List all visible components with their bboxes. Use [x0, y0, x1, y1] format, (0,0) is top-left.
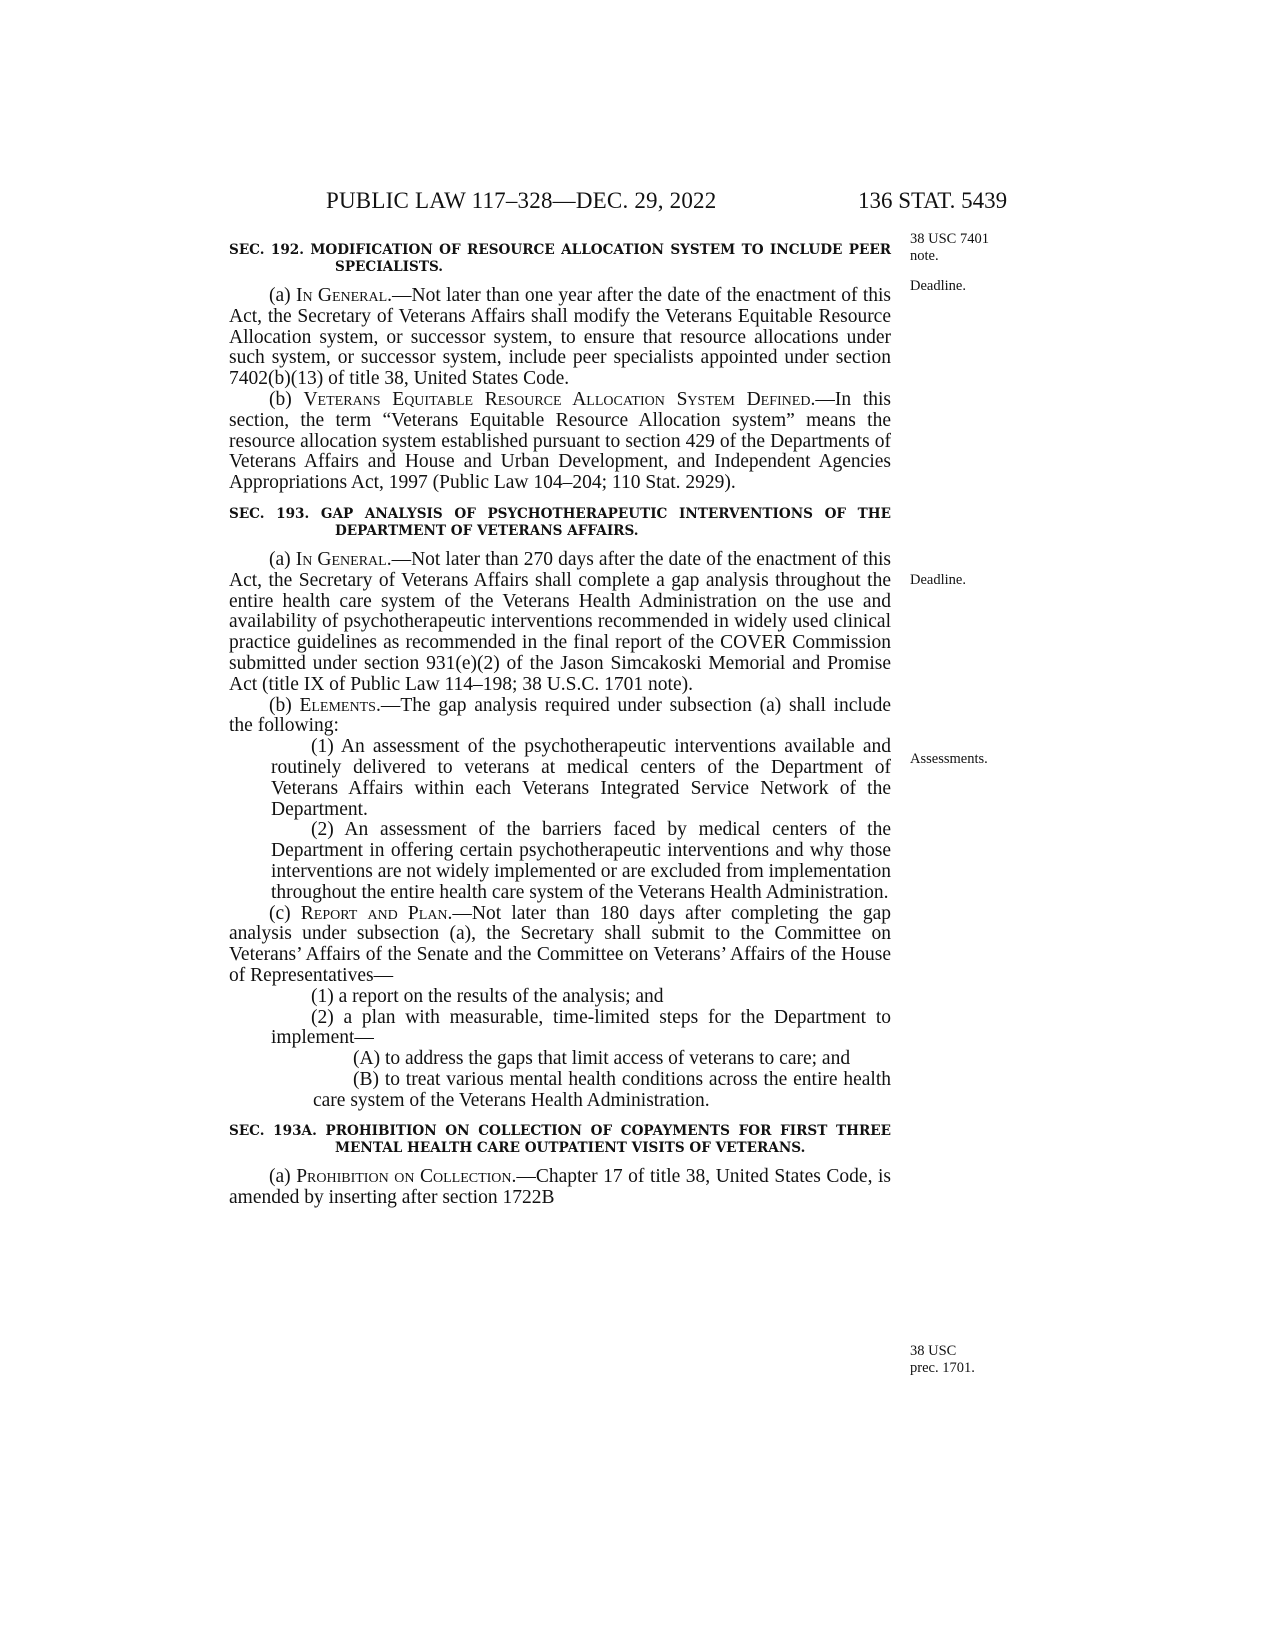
sec193-c-subparagraph-A: (A) to address the gaps that limit access of veterans to care; and — [353, 1048, 851, 1070]
running-head: PUBLIC LAW 117–328—DEC. 29, 2022 — [326, 188, 717, 213]
subsection-label: (a) — [269, 1166, 297, 1188]
subsection-label: (a) — [269, 548, 296, 570]
margin-note-line: 38 USC 7401 — [910, 231, 989, 247]
sec192-subsection-b — [229, 390, 891, 494]
subsection-caption: In General — [295, 285, 388, 306]
subsection-text: .—Not later than 270 days after the date of the enactment of this Act, the Secretary of Veterans Affairs shall complete a gap analysis throughout the entire health care system of the Veterans Health Administration on the use and availability of psychotherapeutic interventions recommended in widely used clinical practice guidelines as recommended in the final report of the COVER Commission submitted under section 931(e)(2) of the Jason Simcakoski Memorial and Promise Act (title IX of Public Law 114–198; 38 U.S.C. 1701 note). — [229, 548, 891, 695]
sec193A-subsection-a — [229, 1167, 891, 1209]
subsection-text: .—Not later than 180 days after completing the gap analysis under subsection (a), the Secretary shall submit to the Committee on Veterans’ Affairs of the Senate and the Committee on Veterans’ Affairs of the House of Representatives— — [229, 902, 891, 986]
subsection-text: .—Not later than one year after the date of the enactment of this Act, the Secretary of Veterans Affairs shall modify the Veterans Equitable Resource Allocation system, or successor system, to ensure that resource allocations under such system, or successor system, include peer specialists appointed under section 7402(b)(13) of title 38, United States Code. — [229, 285, 891, 390]
margin-note-deadline — [910, 572, 966, 589]
margin-note-usc-prec-1701 — [910, 1343, 975, 1377]
subsection-label: (a) — [269, 285, 296, 306]
subsection-caption: Report and Plan — [300, 902, 448, 924]
margin-note-line: prec. 1701. — [910, 1360, 975, 1376]
subsection-text: .—The gap analysis required under subsection (a) shall include the following: — [229, 694, 891, 737]
page-number: 136 STAT. 5439 — [858, 188, 1008, 213]
margin-note-line: Deadline. — [910, 572, 966, 588]
subsection-caption: Veterans Equitable Resource Allocation System Defined — [303, 388, 811, 410]
margin-note-deadline — [910, 278, 966, 295]
sec193-subsection-a — [229, 550, 891, 696]
margin-note-line: note. — [910, 248, 939, 264]
sec193-c-paragraph-2: (2) a plan with measurable, time-limited steps for the Department to implement— — [271, 1006, 891, 1049]
margin-note-usc-7401 — [910, 231, 989, 265]
section-heading-193A: SEC. 193A. PROHIBITION ON COLLECTION OF COPAYMENTS FOR FIRST THREE MENTAL HEALTH CARE OUTPATIENT VISITS OF VETERANS. — [229, 1123, 891, 1157]
sec193-c-subparagraph-B: (B) to treat various mental health conditions across the entire health care system of the Veterans Health Administration. — [313, 1068, 891, 1111]
subsection-label: (c) — [269, 902, 301, 924]
sec193-subsection-b — [229, 696, 891, 738]
subsection-label: (b) — [269, 388, 304, 410]
subsection-text: .—In this section, the term “Veterans Equitable Resource Allocation system” means the resource allocation system established pursuant to section 429 of the Departments of Veterans Affairs and House and Urban Development, and Independent Agencies Appropriations Act, 1997 (Public Law 104–204; 110 Stat. 2929). — [229, 388, 891, 494]
sec193-subsection-c — [229, 904, 891, 987]
subsection-caption: Prohibition on Collection — [296, 1166, 512, 1188]
sec193-c-paragraph-1: (1) a report on the results of the analysis; and — [311, 985, 664, 1007]
sec193-b-paragraph-1: (1) An assessment of the psychotherapeutic interventions available and routinely delivered to veterans at medical centers of the Department of Veterans Affairs within each Veterans Integrated Service Network of the Department. — [271, 736, 891, 820]
margin-note-assessments — [910, 751, 988, 768]
main-text — [229, 242, 891, 1209]
section-heading-193: SEC. 193. GAP ANALYSIS OF PSYCHOTHERAPEUTIC INTERVENTIONS OF THE DEPARTMENT OF VETERANS AFFAIRS. — [229, 505, 891, 539]
section-heading-192: SEC. 192. MODIFICATION OF RESOURCE ALLOCATION SYSTEM TO INCLUDE PEER SPECIALISTS. — [229, 242, 891, 275]
margin-note-line: 38 USC — [910, 1343, 957, 1359]
margin-note-line: Assessments. — [910, 751, 988, 767]
subsection-caption: Elements — [299, 694, 376, 716]
margin-note-line: Deadline. — [910, 278, 966, 294]
sec192-subsection-a — [229, 286, 891, 390]
subsection-caption: In General — [295, 548, 387, 570]
sec193-b-paragraph-2: (2) An assessment of the barriers faced by medical centers of the Department in offering certain psychotherapeutic interventions and why those interventions are not widely implemented or are excluded from implementation throughout the entire health care system of the Veterans Health Administration. — [271, 819, 892, 903]
subsection-label: (b) — [269, 694, 300, 716]
subsection-text: .—Chapter 17 of title 38, United States Code, is amended by inserting after section 1722B — [229, 1166, 891, 1209]
